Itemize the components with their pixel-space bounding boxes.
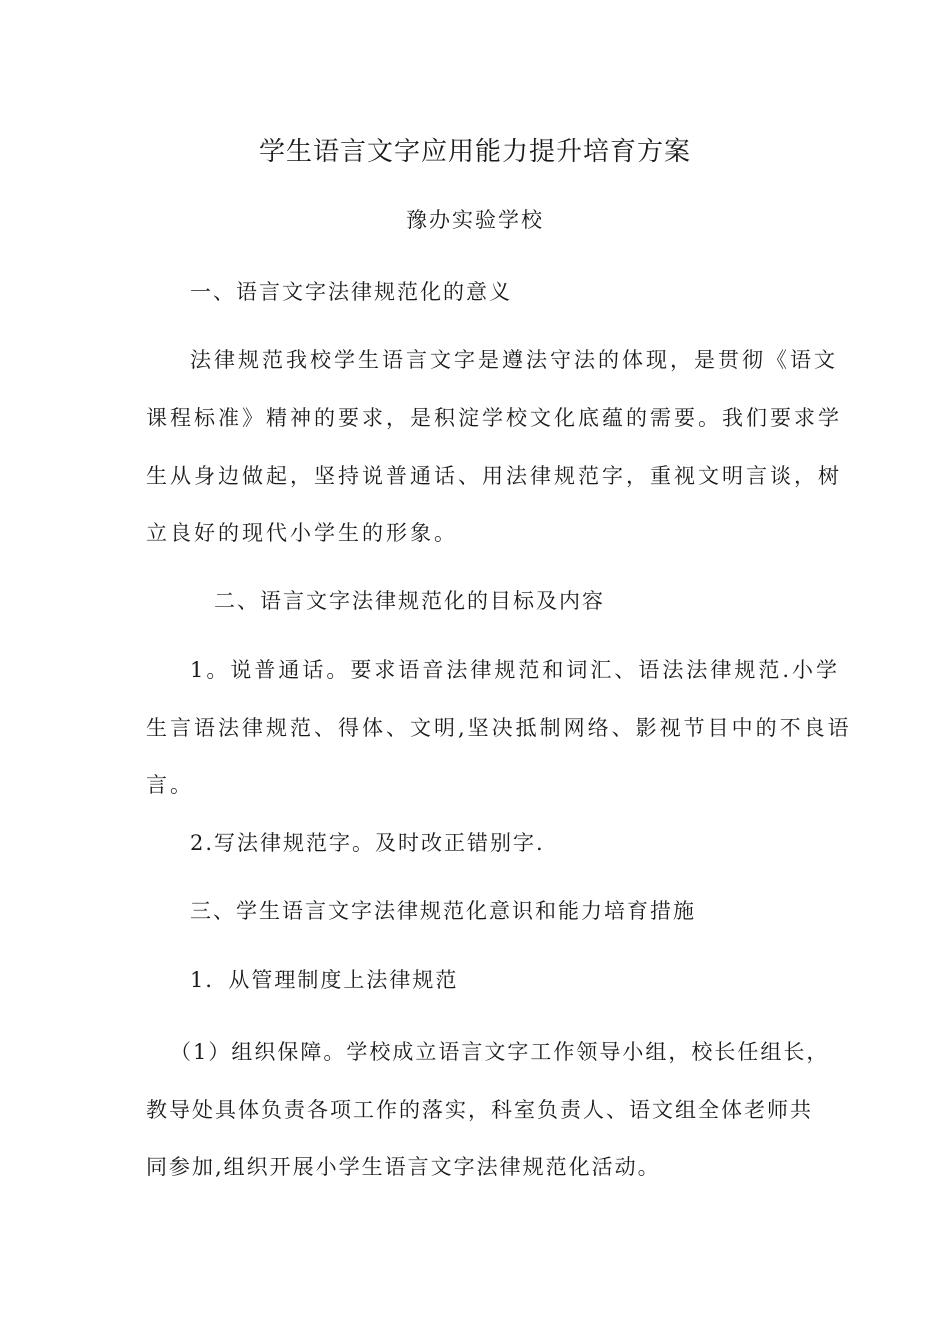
section-1-paragraph-line-4: 立良好的现代小学生的形象。 xyxy=(146,521,458,545)
school-name: 豫办实验学校 xyxy=(406,208,544,232)
section-2-item-1-line-1: 1。说普通话。要求语音法律规范和词汇、语法法律规范.小学 xyxy=(190,658,841,682)
section-3-sub-1-item-1-line-2: 教导处具体负责各项工作的落实，科室负责人、语文组全体老师共 xyxy=(146,1098,813,1122)
document-title: 学生语言文字应用能力提升培育方案 xyxy=(258,137,691,167)
section-2-item-1-line-2: 生言语法律规范、得体、文明,坚决抵制网络、影视节目中的不良语 xyxy=(146,716,852,740)
section-3-heading: 三、学生语言文字法律规范化意识和能力培育措施 xyxy=(190,899,696,923)
section-3-sub-1-item-1-line-1: （1）组织保障。学校成立语言文字工作领导小组，校长任组长， xyxy=(170,1040,830,1064)
section-1-heading: 一、语言文字法律规范化的意义 xyxy=(190,280,512,304)
section-2-heading: 二、语言文字法律规范化的目标及内容 xyxy=(214,589,605,613)
section-1-paragraph-line-2: 课程标准》精神的要求，是积淀学校文化底蕴的需要。我们要求学 xyxy=(146,406,842,430)
section-3-sub-1: 1．从管理制度上法律规范 xyxy=(190,968,459,992)
section-2-item-2: 2.写法律规范字。及时改正错别字. xyxy=(190,831,545,855)
section-3-sub-1-item-1-line-3: 同参加,组织开展小学生语言文字法律规范化活动。 xyxy=(146,1155,661,1179)
section-1-paragraph-line-1: 法律规范我校学生语言文字是遵法守法的体现，是贯彻《语文 xyxy=(190,348,838,372)
section-1-paragraph-line-3: 生从身边做起，坚持说普通话、用法律规范字，重视文明言谈，树 xyxy=(146,464,842,488)
section-2-item-1-line-3: 言。 xyxy=(146,773,194,797)
